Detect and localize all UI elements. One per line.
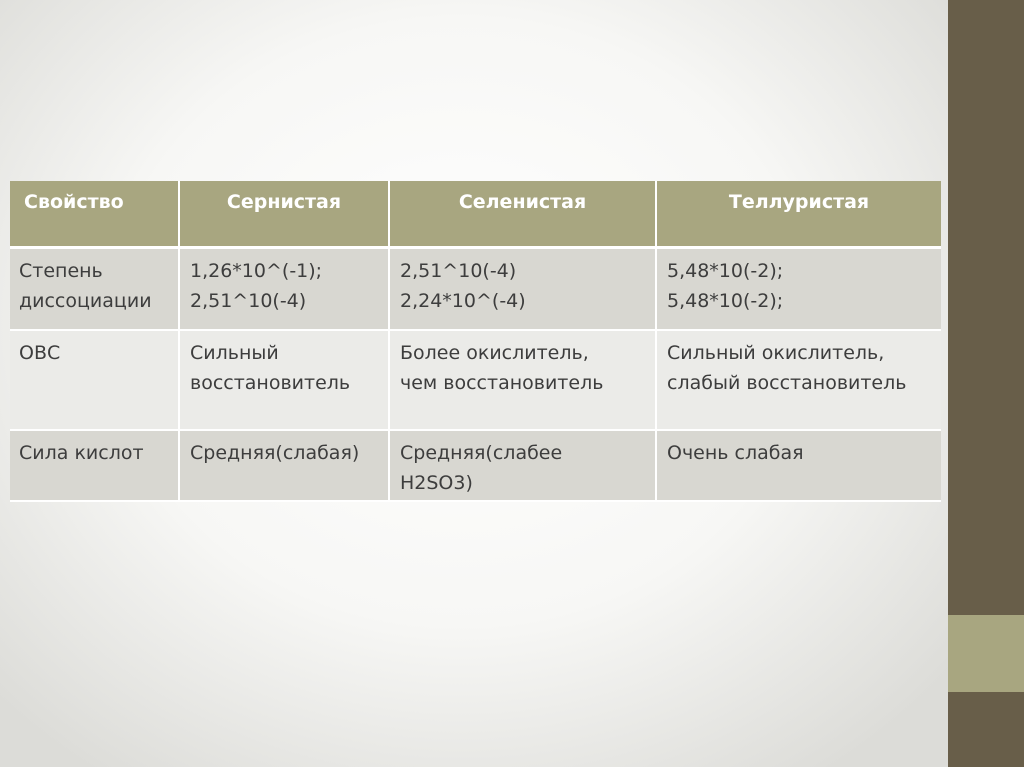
header-tellurous: Теллуристая [657,181,941,249]
cell-text: Более окислитель, [400,342,589,364]
cell-text: Средняя(слабая) [190,442,360,464]
table-cell [390,249,657,331]
cell-text: 5,48*10(-2); [667,290,784,312]
table-row-dissociation [10,249,941,331]
cell-text: Сильный [190,342,279,364]
table-cell [390,331,657,431]
cell-text: H2SO3) [400,472,473,494]
cell-text: 2,51^10(-4) [400,260,517,282]
cell-text: Средняя(слабее [400,442,563,464]
table-cell [657,431,941,502]
table-cell [657,249,941,331]
cell-text: восстановитель [190,372,351,394]
header-property: Свойство [10,181,180,249]
cell-text: Сила кислот [19,442,144,464]
table-cell [180,249,390,331]
table-cell [390,431,657,502]
cell-text: ОВС [19,342,61,364]
cell-text: Очень слабая [667,442,804,464]
cell-text: 5,48*10(-2); [667,260,784,282]
sidebar-accent-block [948,615,1024,692]
cell-text: чем восстановитель [400,372,604,394]
cell-text: Степень [19,260,103,282]
cell-text: диссоциации [19,290,152,312]
header-sulfurous: Сернистая [180,181,390,249]
table-cell [657,331,941,431]
table-cell [180,331,390,431]
table-header-row [10,181,941,249]
table-row-acid-strength [10,431,941,502]
table-row-redox [10,331,941,431]
cell-text: Сильный окислитель, [667,342,885,364]
table-cell [10,431,180,502]
cell-text: 2,51^10(-4) [190,290,307,312]
cell-text: слабый восстановитель [667,372,907,394]
table-cell [10,249,180,331]
cell-text: 2,24*10^(-4) [400,290,526,312]
comparison-table [10,181,941,502]
table-cell [10,331,180,431]
table-cell [180,431,390,502]
header-selenous: Селенистая [390,181,657,249]
cell-text: 1,26*10^(-1); [190,260,323,282]
